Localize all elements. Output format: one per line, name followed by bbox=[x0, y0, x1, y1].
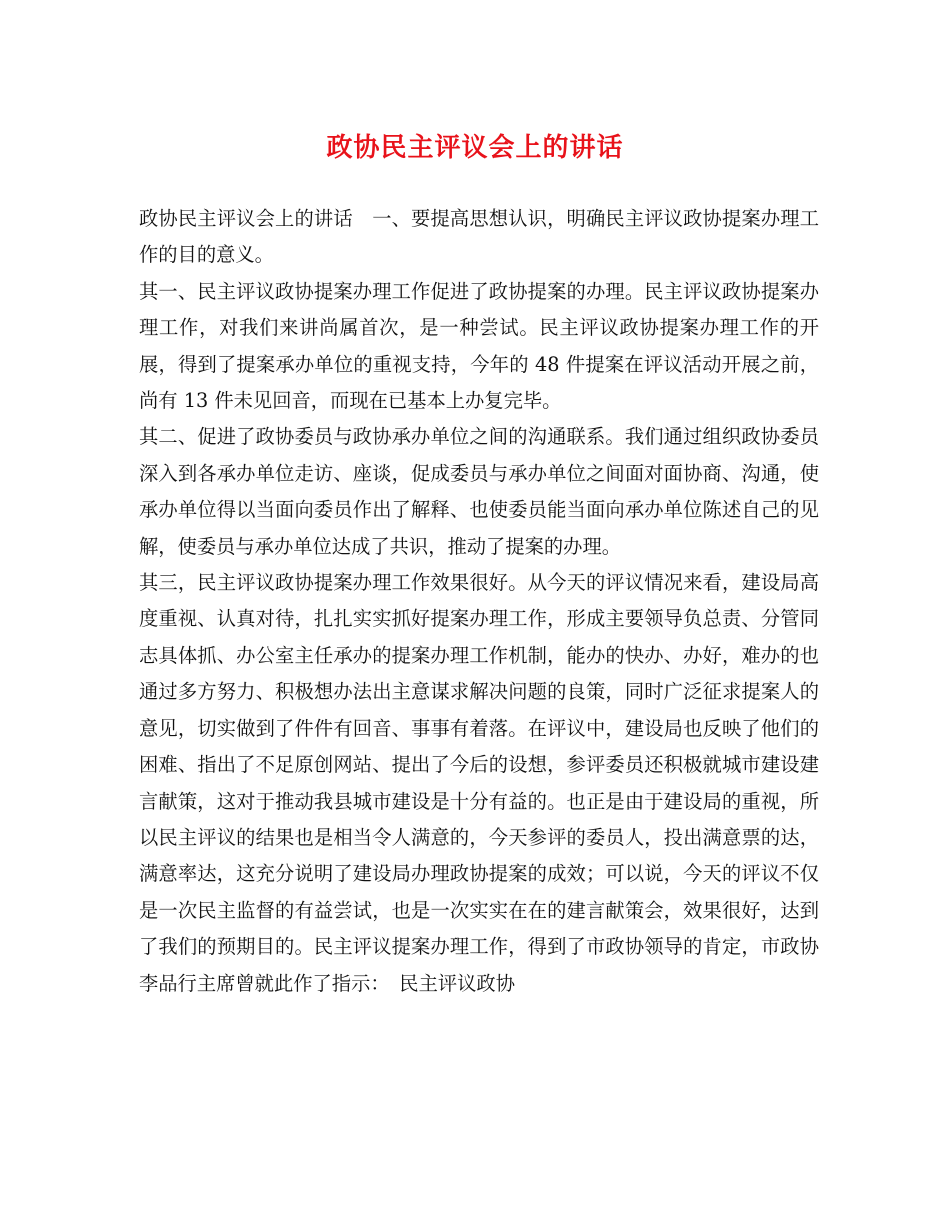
paragraph-point-3: 其三，民主评议政协提案办理工作效果很好。从今天的评议情况来看，建设局高度重视、认真对待，扎扎实实抓好提案办理工作，形成主要领导负总责、分管同志具体抓、办公室主任承办的提案办理工作机制，能办的快办、办好，难办的也通过多方努力、积极想办法出主意谋求解决问题的良策，同时广泛征求提案人的意见，切实做到了件件有回音、事事有着落。在评议中，建设局也反映了他们的困难、指出了不足原创网站、提出了今后的设想，参评委员还积极就城市建设建言献策，这对于推动我县城市建设是十分有益的。也正是由于建设局的重视，所以民主评议的结果也是相当令人满意的，今天参评的委员人，投出满意票的达，满意率达，这充分说明了建设局办理政协提案的成效；可以说，今天的评议不仅是一次民主监督的有益尝试，也是一次实实在在的建言献策会，效果很好，达到了我们的预期目的。民主评议提案办理工作，得到了市政协领导的肯定，市政协李品行主席曾就此作了指示： 民主评议政协 bbox=[139, 571, 819, 995]
document-title: 政协民主评议会上的讲话 bbox=[326, 133, 624, 163]
paragraph-point-1: 其一、民主评议政协提案办理工作促进了政协提案的办理。民主评议政协提案办理工作，对我们来讲尚属首次，是一种尝试。民主评议政协提案办理工作的开展，得到了提案承办单位的重视支持，今年的 48 件提案在评议活动开展之前，尚有 13 件未见回音，而现在已基本上办复完毕。 bbox=[139, 279, 819, 413]
paragraph-point-2: 其二、促进了政协委员与政协承办单位之间的沟通联系。我们通过组织政协委员深入到各承办单位走访、座谈，促成委员与承办单位之间面对面协商、沟通，使承办单位得以当面向委员作出了解释、也使委员能当面向承办单位陈述自己的见解，使委员与承办单位达成了共识，推动了提案的办理。 bbox=[139, 425, 819, 558]
document-body bbox=[139, 201, 819, 1002]
paragraph-intro: 政协民主评议会上的讲话 一、要提高思想认识，明确民主评议政协提案办理工作的目的意义。 bbox=[139, 207, 819, 267]
